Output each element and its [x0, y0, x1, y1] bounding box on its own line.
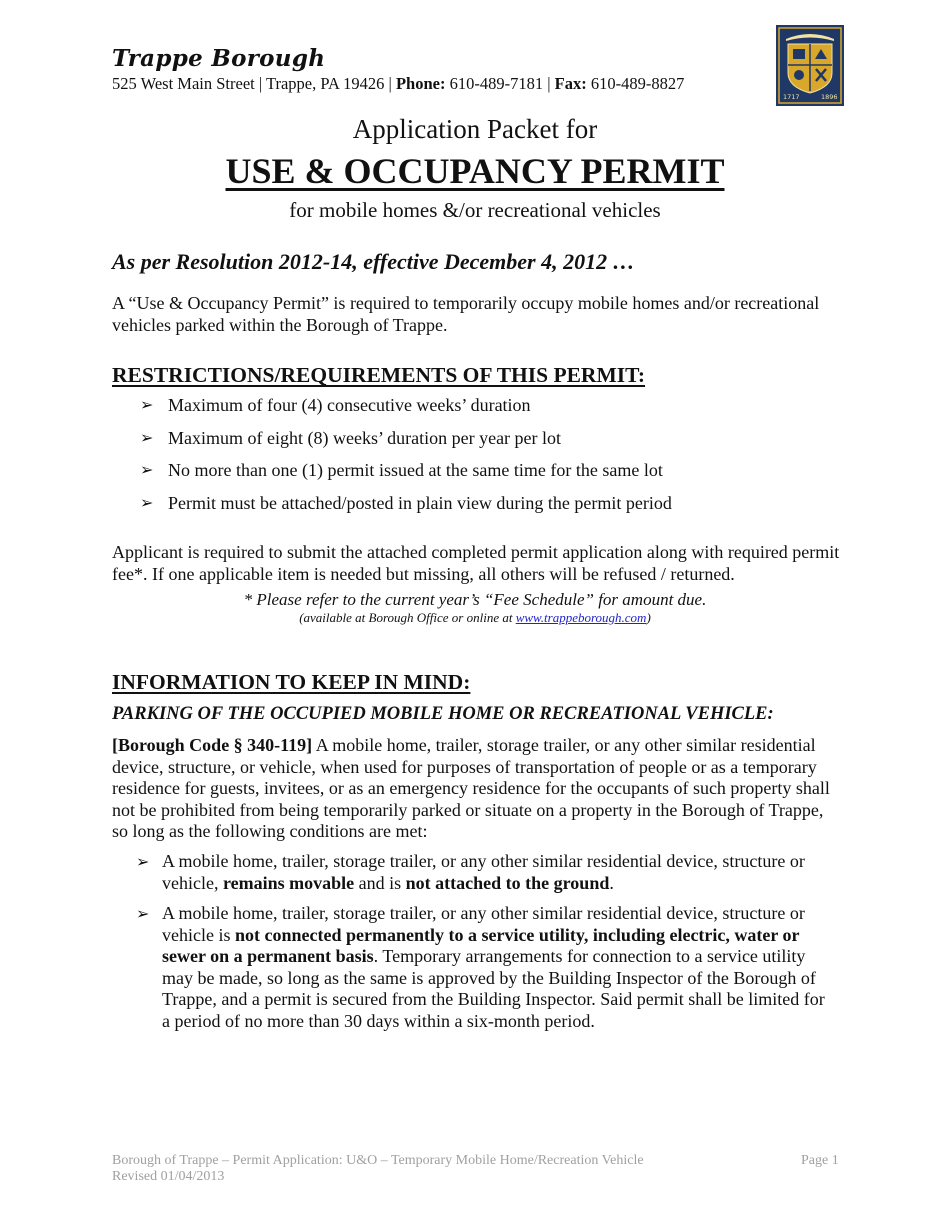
seal-year-right: 1896	[821, 93, 838, 101]
list-item: ➢ Permit must be attached/posted in plain view during the permit period	[140, 490, 672, 523]
phone-label: Phone:	[395, 74, 446, 93]
fee-note: * Please refer to the current year’s “Fee Schedule” for amount due.	[243, 590, 707, 609]
list-item: ➢ Maximum of four (4) consecutive weeks’ duration	[140, 392, 672, 425]
fax-label: Fax:	[554, 74, 587, 93]
page-number: Page 1	[801, 1153, 839, 1168]
address: 525 West Main Street | Trappe, PA 19426 |	[112, 74, 396, 93]
organization-name: Trappe Borough	[112, 45, 326, 72]
intro-paragraph: A “Use & Occupancy Permit” is required to temporarily occupy mobile homes and/or recreational vehicles parked within the Borough of Trappe.	[112, 293, 820, 335]
seal-year-left: 1717	[783, 93, 800, 101]
footer-title: Borough of Trappe – Permit Application: U&O – Temporary Mobile Home/Recreation Vehicle	[112, 1153, 644, 1168]
restrictions-heading: RESTRICTIONS/REQUIREMENTS OF THIS PERMIT:	[112, 363, 646, 387]
list-item: ➢ Maximum of eight (8) weeks’ duration per year per lot	[140, 425, 672, 458]
borough-seal-logo	[776, 25, 844, 106]
arrow-bullet-icon: ➢	[140, 395, 154, 414]
page-footer	[112, 1153, 644, 1185]
borough-code-paragraph: [Borough Code § 340-119] A mobile home, trailer, storage trailer, or any other similar residential device, structure, or vehicle, when used for purposes of transportation of people or as a temporary residence for guests, invitees, or as an emergency residence for the occupants of such property shall not be prohibited from being temporarily parked or situate on a property in the Borough of Trappe, so long as the following conditions are met:	[112, 735, 830, 841]
arrow-bullet-icon: ➢	[136, 904, 150, 923]
organization-contact: 525 West Main Street | Trappe, PA 19426 | Phone: 610-489-7181 | Fax: 610-489-8827	[112, 74, 685, 93]
title-subtitle: for mobile homes &/or recreational vehicles	[289, 198, 661, 222]
arrow-bullet-icon: ➢	[140, 492, 154, 512]
list-item: ➢ No more than one (1) permit issued at the same time for the same lot	[140, 457, 672, 490]
list-item: ➢ A mobile home, trailer, storage trailer, or any other similar residential device, structure or vehicle is not connected permanently to a service utility, including electric, water or sewer on a permanent basis. Temporary arrangements for connection to a service utility may be made, so long as the same is approved by the Building Inspector of the Borough of Trappe, and a permit is secured from the Building Inspector. Said permit shall be limited for a period of no more than 30 days within a six-month period.	[136, 903, 825, 1031]
restrictions-list	[140, 392, 672, 522]
arrow-bullet-icon: ➢	[140, 427, 154, 447]
arrow-bullet-icon: ➢	[136, 852, 150, 871]
parking-subheading: PARKING OF THE OCCUPIED MOBILE HOME OR RECREATIONAL VEHICLE:	[112, 704, 774, 724]
title-main: USE & OCCUPANCY PERMIT	[225, 151, 725, 191]
phone-number: 610-489-7181	[449, 74, 544, 93]
list-item: ➢ A mobile home, trailer, storage trailer, or any other similar residential device, structure or vehicle, remains movable and is not attached to the ground.	[136, 851, 805, 893]
submission-paragraph: Applicant is required to submit the attached completed permit application along with required permit fee*. If one applicable item is needed but missing, all others will be refused / returned.	[112, 542, 840, 584]
conditions-list	[136, 851, 836, 1041]
fax-number: 610-489-8827	[590, 74, 685, 93]
arrow-bullet-icon: ➢	[140, 460, 154, 479]
information-heading: INFORMATION TO KEEP IN MIND:	[112, 670, 471, 694]
resolution-statement: As per Resolution 2012-14, effective December 4, 2012 …	[112, 249, 635, 274]
title-line-1: Application Packet for	[352, 114, 598, 144]
footer-revised: Revised 01/04/2013	[112, 1169, 225, 1184]
code-reference: [Borough Code § 340-119]	[112, 735, 313, 755]
fee-note-availability: (available at Borough Office or online at www.trappeborough.com)	[299, 610, 651, 625]
borough-website-link[interactable]: www.trappeborough.com	[515, 610, 647, 625]
